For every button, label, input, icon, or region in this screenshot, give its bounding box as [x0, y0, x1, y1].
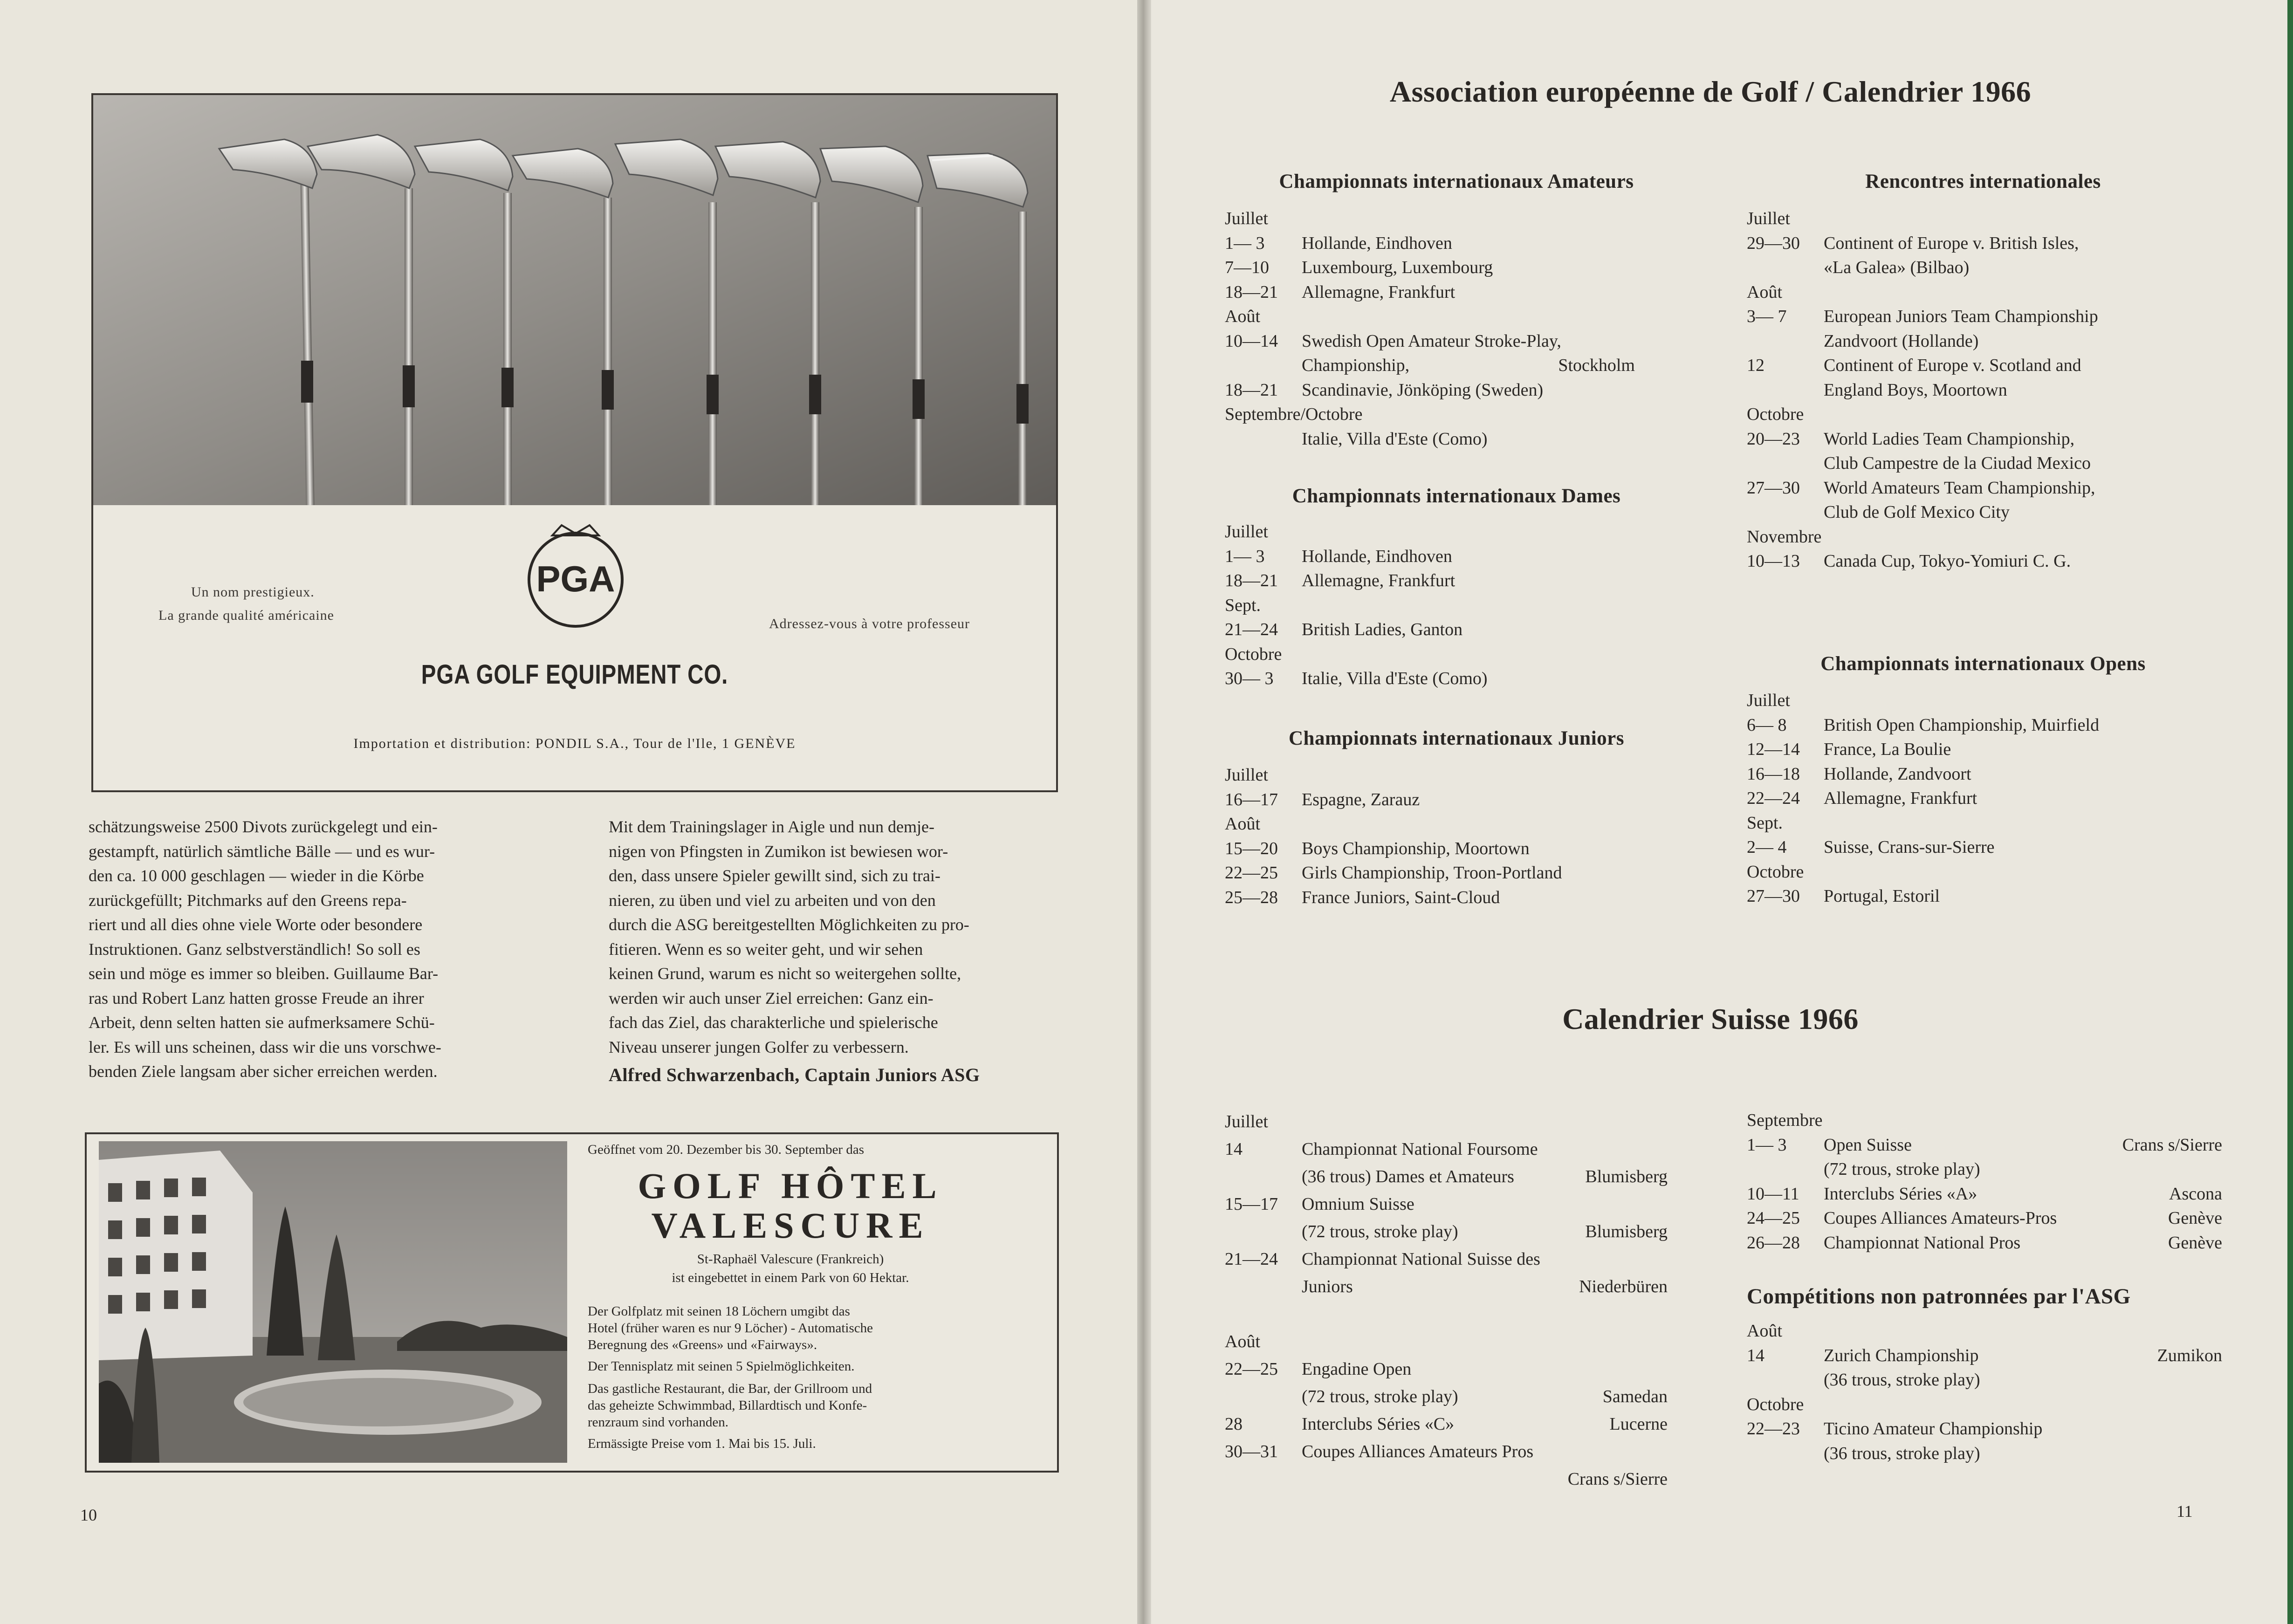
calendar-row [1225, 642, 1635, 667]
pga-tagline-2: La grande qualité américaine [158, 608, 334, 623]
calendar-event: Hollande, Eindhoven [1302, 546, 1452, 566]
calendar-date: 21—24 [1225, 1249, 1278, 1269]
calendar-venue: Blumisberg [1585, 1222, 1668, 1241]
calendar-date: 12—14 [1747, 740, 1800, 759]
calendar-row [1747, 1417, 2222, 1441]
calendar-event: Championnat National Pros [1824, 1233, 2021, 1253]
hotel-golf-2: Hotel (früher waren es nur 9 Löcher) - Automatische [588, 1321, 873, 1336]
calendar-month: Novembre [1747, 527, 1822, 547]
calendar-row [1225, 353, 1635, 378]
calendar-row [1225, 1246, 1668, 1273]
calendar-event: Club Campestre de la Ciudad Mexico [1824, 453, 2091, 473]
calendar-month: Août [1747, 1321, 1782, 1341]
calendar-event: Canada Cup, Tokyo-Yomiuri C. G. [1824, 551, 2071, 571]
calendar-date: 18—21 [1225, 571, 1278, 590]
calendar-row [1225, 1438, 1668, 1466]
calendar-month: Août [1747, 282, 1782, 302]
calendar-event: British Ladies, Ganton [1302, 620, 1463, 639]
calendar-date: 7—10 [1225, 258, 1269, 277]
calendar-row [1747, 1368, 2222, 1392]
calendar-row [1225, 329, 1635, 354]
suisse-list-right [1747, 1108, 2222, 1255]
hotel-advertisement [85, 1132, 1059, 1473]
calendar-month: Août [1225, 307, 1260, 326]
calendar-event: Engadine Open [1302, 1359, 1412, 1379]
calendar-date: 10—14 [1225, 331, 1278, 351]
calendar-month: Août [1225, 1332, 1260, 1351]
text-line: den, dass unsere Spieler gewillt sind, sich zu trai- [609, 866, 941, 885]
calendar-event: Continent of Europe v. British Isles, [1824, 233, 2079, 253]
calendar-row [1225, 885, 1644, 910]
calendar-row [1747, 549, 2222, 574]
calendar-row [1747, 500, 2222, 525]
text-line: fitieren. Wenn es so weiter geht, und wir sehen [609, 939, 923, 959]
calendar-row [1747, 1133, 2222, 1158]
calendar-venue: Genève [2168, 1233, 2222, 1253]
calendar-row [1225, 520, 1635, 544]
calendar-event: Luxembourg, Luxembourg [1302, 258, 1493, 277]
calendar-title: Association européenne de Golf / Calendrier 1966 [1389, 75, 2032, 108]
dames-heading: Championnats internationaux Dames [1292, 485, 1621, 507]
calendar-row [1747, 1343, 2222, 1368]
page-edge [2287, 0, 2293, 1624]
rencontres-heading: Rencontres internationales [1865, 171, 2101, 192]
calendar-event: Championnat National Suisse des [1302, 1249, 1540, 1269]
calendar-row [1747, 402, 2222, 427]
calendar-event: Boys Championship, Moortown [1302, 838, 1530, 858]
left-page [0, 0, 1137, 1624]
calendar-month: Octobre [1747, 862, 1804, 882]
calendar-date: 18—21 [1225, 380, 1278, 400]
suisse-list-left [1225, 1108, 1668, 1493]
calendar-row [1747, 280, 2222, 305]
pga-logo [524, 517, 627, 629]
calendar-row [1225, 1383, 1668, 1411]
calendar-event: Allemagne, Frankfurt [1824, 788, 1977, 808]
calendar-event: (72 trous, stroke play) [1824, 1159, 1980, 1179]
pga-logo-text: PGA [536, 558, 615, 599]
calendar-event: Ticino Amateur Championship [1824, 1419, 2043, 1439]
calendar-event: «La Galea» (Bilbao) [1824, 258, 1970, 277]
calendar-row [1747, 1157, 2222, 1182]
calendar-row [1225, 1218, 1668, 1246]
calendar-row [1747, 231, 2222, 256]
page-number-left: 10 [80, 1506, 97, 1524]
pga-advertisement [91, 93, 1058, 792]
calendar-row [1225, 402, 1635, 427]
calendar-date: 30— 3 [1225, 669, 1274, 688]
calendar-month: Septembre/Octobre [1225, 404, 1363, 424]
text-line: Arbeit, denn selten hatten sie aufmerksamere Schü- [89, 1013, 435, 1032]
calendar-row [1225, 1301, 1668, 1328]
hotel-photo [99, 1141, 567, 1463]
calendar-row [1747, 1206, 2222, 1231]
calendar-venue: Niederbüren [1579, 1277, 1668, 1296]
calendar-month: Octobre [1225, 644, 1282, 664]
calendar-month: Juillet [1225, 209, 1268, 228]
article-column-1 [89, 815, 534, 1084]
calendar-row [1225, 1108, 1668, 1136]
text-line: schätzungsweise 2500 Divots zurückgelegt und ein- [89, 817, 438, 836]
calendar-event: Hollande, Zandvoort [1824, 764, 1971, 784]
calendar-event: Club de Golf Mexico City [1824, 502, 2010, 522]
calendar-row [1225, 1136, 1668, 1163]
calendar-date: 15—20 [1225, 838, 1278, 858]
calendar-row [1225, 280, 1635, 305]
opens-list [1747, 688, 2222, 909]
non-patron-heading: Compétitions non patronnées par l'ASG [1747, 1284, 2131, 1309]
calendar-row [1747, 1182, 2222, 1206]
calendar-row [1747, 737, 2222, 762]
calendar-event: Continent of Europe v. Scotland and [1824, 356, 2081, 375]
calendar-venue: Crans s/Sierre [2122, 1135, 2222, 1155]
calendar-row [1225, 763, 1644, 788]
calendar-venue: Stockholm [1558, 356, 1635, 375]
calendar-event: France Juniors, Saint-Cloud [1302, 887, 1500, 907]
calendar-date: 1— 3 [1225, 233, 1265, 253]
calendar-row [1747, 255, 2222, 280]
calendar-event: World Amateurs Team Championship, [1824, 478, 2095, 498]
calendar-row [1747, 476, 2222, 500]
calendar-event: France, La Boulie [1824, 740, 1951, 759]
calendar-event: Zandvoort (Hollande) [1824, 331, 1979, 351]
hotel-park: ist eingebettet in einem Park von 60 Hektar. [672, 1270, 909, 1285]
hotel-illustration [99, 1141, 567, 1463]
calendar-row [1747, 525, 2222, 549]
text-line: werden wir auch unser Ziel erreichen: Ganz ein- [609, 988, 934, 1007]
calendar-date: 10—13 [1747, 551, 1800, 571]
calendar-row [1747, 688, 2222, 713]
calendar-event: World Ladies Team Championship, [1824, 429, 2075, 449]
calendar-date: 14 [1747, 1345, 1764, 1365]
pga-tagline-1: Un nom prestigieux. [191, 584, 315, 600]
calendar-row [1225, 1328, 1668, 1356]
calendar-date: 12 [1747, 356, 1764, 375]
calendar-event: Suisse, Crans-sur-Sierre [1824, 837, 1995, 857]
hotel-title-1: GOLF HÔTEL [638, 1165, 943, 1206]
calendar-event: Interclubs Séries «A» [1824, 1184, 1977, 1204]
calendar-row [1747, 304, 2222, 329]
calendar-row [1225, 1191, 1668, 1218]
calendar-event: (36 trous, stroke play) [1824, 1443, 1980, 1463]
calendar-month: Sept. [1747, 813, 1783, 833]
calendar-date: 15—17 [1225, 1194, 1278, 1214]
calendar-row [1747, 860, 2222, 884]
calendar-row [1225, 1466, 1668, 1493]
calendar-row [1747, 786, 2222, 811]
calendar-row [1747, 1108, 2222, 1133]
calendar-month: Juillet [1225, 522, 1268, 541]
non-patron-list [1747, 1319, 2222, 1466]
calendar-row [1225, 861, 1644, 885]
calendar-row [1225, 378, 1635, 403]
calendar-row [1225, 593, 1635, 618]
opens-heading: Championnats internationaux Opens [1820, 653, 2146, 675]
calendar-row [1747, 353, 2222, 378]
calendar-date: 18—21 [1225, 282, 1278, 302]
calendar-venue: Blumisberg [1585, 1167, 1668, 1186]
text-line: Niveau unserer jungen Golfer zu verbessern. [609, 1037, 909, 1056]
calendar-month: Juillet [1747, 691, 1790, 710]
calendar-month: Septembre [1747, 1110, 1823, 1130]
hotel-title-2: VALESCURE [651, 1205, 930, 1246]
text-line: ras und Robert Lanz hatten grosse Freude an ihrer [89, 988, 424, 1007]
pga-company-name: PGA GOLF EQUIPMENT CO. [421, 659, 728, 690]
calendar-row [1225, 1163, 1668, 1191]
pga-import-line: Importation et distribution: PONDIL S.A., Tour de l'Ile, 1 GENÈVE [353, 736, 796, 751]
calendar-row [1225, 1273, 1668, 1301]
calendar-date: 22—23 [1747, 1419, 1800, 1439]
calendar-row [1225, 231, 1635, 256]
right-page [1151, 0, 2293, 1624]
calendar-row [1225, 1411, 1668, 1438]
rencontres-list [1747, 206, 2222, 574]
calendar-event: Hollande, Eindhoven [1302, 233, 1452, 253]
calendar-event: Scandinavie, Jönköping (Sweden) [1302, 380, 1544, 400]
calendar-event: Coupes Alliances Amateurs Pros [1302, 1442, 1534, 1461]
calendar-row [1225, 569, 1635, 593]
text-line: den ca. 10 000 geschlagen — wieder in die Körbe [89, 866, 424, 885]
calendar-date: 2— 4 [1747, 837, 1787, 857]
calendar-venue: Zumikon [2157, 1345, 2222, 1365]
hotel-restaurant-1: Das gastliche Restaurant, die Bar, der Grillroom und [588, 1381, 872, 1396]
calendar-date: 30—31 [1225, 1442, 1278, 1461]
calendar-month: Sept. [1225, 595, 1261, 615]
calendar-row [1225, 788, 1644, 812]
text-line: nigen von Pfingsten in Zumikon ist bewiesen wor- [609, 842, 948, 861]
text-line: ler. Es will uns scheinen, dass wir die uns vorschwe- [89, 1037, 441, 1056]
amateurs-heading: Championnats internationaux Amateurs [1279, 171, 1634, 192]
calendar-row [1225, 427, 1635, 452]
calendar-row [1747, 1231, 2222, 1255]
text-line: Mit dem Trainingslager in Aigle und nun demje- [609, 817, 934, 836]
calendar-date: 26—28 [1747, 1233, 1800, 1253]
article-signature: Alfred Schwarzenbach, Captain Juniors ASG [609, 1064, 980, 1085]
hotel-prices: Ermässigte Preise vom 1. Mai bis 15. Juli. [588, 1436, 816, 1451]
calendar-row [1747, 206, 2222, 231]
calendar-event: Girls Championship, Troon-Portland [1302, 863, 1562, 883]
calendar-date: 16—18 [1747, 764, 1800, 784]
calendar-venue: Crans s/Sierre [1567, 1469, 1668, 1489]
amateurs-list [1225, 206, 1635, 451]
calendar-month: Juillet [1747, 209, 1790, 228]
calendar-row [1225, 666, 1635, 691]
calendar-row [1747, 378, 2222, 403]
calendar-date: 20—23 [1747, 429, 1800, 449]
calendar-row [1225, 836, 1644, 861]
text-line: nieren, zu üben und viel zu arbeiten und von den [609, 891, 936, 910]
calendar-event: Zurich Championship [1824, 1345, 1979, 1365]
text-line: Instruktionen. Ganz selbstverständlich! So soll es [89, 939, 420, 959]
golf-irons-illustration [93, 95, 1056, 505]
dames-list [1225, 520, 1635, 691]
calendar-month: Juillet [1225, 1112, 1268, 1131]
calendar-row [1747, 1441, 2222, 1466]
calendar-event: (36 trous, stroke play) [1824, 1370, 1980, 1390]
calendar-row [1747, 835, 2222, 860]
calendar-event: Allemagne, Frankfurt [1302, 571, 1455, 590]
text-line: sein und möge es immer so bleiben. Guillaume Bar- [89, 964, 439, 983]
calendar-event: Open Suisse [1824, 1135, 1912, 1155]
suisse-calendar-title: Calendrier Suisse 1966 [1562, 1002, 1859, 1035]
text-line: zurückgefüllt; Pitchmarks auf den Greens repa- [89, 891, 407, 910]
calendar-event: Omnium Suisse [1302, 1194, 1414, 1214]
text-line: fach das Ziel, das charakterliche und spielerische [609, 1013, 938, 1032]
text-line: durch die ASG bereitgestellten Möglichkeiten zu pro- [609, 915, 969, 934]
calendar-row [1747, 329, 2222, 354]
calendar-month: Août [1225, 814, 1260, 834]
calendar-date: 3— 7 [1747, 307, 1787, 326]
calendar-date: 14 [1225, 1139, 1243, 1159]
calendar-row [1225, 304, 1635, 329]
text-line: gestampft, natürlich sämtliche Bälle — und es wur- [89, 842, 435, 861]
calendar-row [1225, 206, 1635, 231]
calendar-event: England Boys, Moortown [1824, 380, 2007, 400]
calendar-month: Octobre [1747, 404, 1804, 424]
calendar-event: Championnat National Foursome [1302, 1139, 1538, 1159]
calendar-row [1747, 1392, 2222, 1417]
calendar-event: Swedish Open Amateur Stroke-Play, [1302, 331, 1561, 351]
calendar-row [1225, 544, 1635, 569]
calendar-event: Italie, Villa d'Este (Como) [1302, 669, 1488, 688]
calendar-date: 1— 3 [1747, 1135, 1787, 1155]
page-number-right: 11 [2176, 1502, 2193, 1521]
calendar-venue: Ascona [2169, 1184, 2222, 1204]
calendar-row [1747, 811, 2222, 836]
calendar-row [1747, 762, 2222, 787]
calendar-date: 21—24 [1225, 620, 1278, 639]
calendar-date: 10—11 [1747, 1184, 1799, 1204]
juniors-heading: Championnats internationaux Juniors [1289, 727, 1624, 749]
calendar-venue: Genève [2168, 1208, 2222, 1228]
calendar-event: British Open Championship, Muirfield [1824, 715, 2100, 735]
calendar-date: 27—30 [1747, 478, 1800, 498]
calendar-month: Juillet [1225, 765, 1268, 785]
calendar-date: 28 [1225, 1414, 1243, 1434]
golf-irons-photo [93, 95, 1056, 505]
calendar-row [1225, 617, 1635, 642]
calendar-row [1225, 1356, 1668, 1383]
calendar-date: 22—24 [1747, 788, 1800, 808]
pga-advice: Adressez-vous à votre professeur [769, 616, 970, 631]
calendar-event: Juniors [1302, 1277, 1353, 1296]
calendar-month: Octobre [1747, 1394, 1804, 1414]
calendar-row [1225, 812, 1644, 836]
calendar-event: (72 trous, stroke play) [1302, 1387, 1458, 1406]
calendar-row [1747, 1319, 2222, 1343]
calendar-event: Portugal, Estoril [1824, 886, 1940, 906]
calendar-date: 6— 8 [1747, 715, 1787, 735]
calendar-date: 22—25 [1225, 863, 1278, 883]
calendar-date: 24—25 [1747, 1208, 1800, 1228]
calendar-date: 1— 3 [1225, 546, 1265, 566]
hotel-place: St-Raphaël Valescure (Frankreich) [697, 1252, 884, 1267]
calendar-date: 29—30 [1747, 233, 1800, 253]
calendar-event: Interclubs Séries «C» [1302, 1414, 1455, 1434]
calendar-venue: Lucerne [1609, 1414, 1668, 1434]
calendar-event: (72 trous, stroke play) [1302, 1222, 1458, 1241]
juniors-list [1225, 763, 1644, 910]
calendar-event: Italie, Villa d'Este (Como) [1302, 429, 1488, 449]
calendar-event: European Juniors Team Championship [1824, 307, 2098, 326]
calendar-row [1747, 713, 2222, 738]
calendar-date: 27—30 [1747, 886, 1800, 906]
calendar-date: 25—28 [1225, 887, 1278, 907]
hotel-open-dates: Geöffnet vom 20. Dezember bis 30. September das [588, 1142, 864, 1157]
calendar-event: Allemagne, Frankfurt [1302, 282, 1455, 302]
calendar-venue: Samedan [1602, 1387, 1668, 1406]
hotel-restaurant-2: das geheizte Schwimmbad, Billardtisch und Konfe- [588, 1398, 867, 1413]
calendar-event: Coupes Alliances Amateurs-Pros [1824, 1208, 2057, 1228]
calendar-event: Championship, [1302, 356, 1410, 375]
hotel-golf-3: Beregnung des «Greens» und «Fairways». [588, 1337, 817, 1352]
calendar-event: Espagne, Zarauz [1302, 789, 1420, 809]
calendar-row [1747, 884, 2222, 909]
text-line: keinen Grund, warum es nicht so weitergehen sollte, [609, 964, 961, 983]
calendar-date: 16—17 [1225, 789, 1278, 809]
text-line: riert und all dies ohne viele Worte oder besondere [89, 915, 423, 934]
calendar-event: (36 trous) Dames et Amateurs [1302, 1167, 1514, 1186]
book-gutter [1137, 0, 1151, 1624]
hotel-tennis: Der Tennisplatz mit seinen 5 Spielmöglichkeiten. [588, 1359, 855, 1374]
text-line: benden Ziele langsam aber sicher erreichen werden. [89, 1062, 438, 1081]
article-column-2 [609, 815, 1056, 1088]
hotel-restaurant-3: renzraum sind vorhanden. [588, 1415, 728, 1430]
calendar-date: 22—25 [1225, 1359, 1278, 1379]
calendar-row [1747, 427, 2222, 452]
calendar-row [1225, 255, 1635, 280]
hotel-golf-1: Der Golfplatz mit seinen 18 Löchern umgibt das [588, 1304, 850, 1319]
calendar-row [1747, 451, 2222, 476]
